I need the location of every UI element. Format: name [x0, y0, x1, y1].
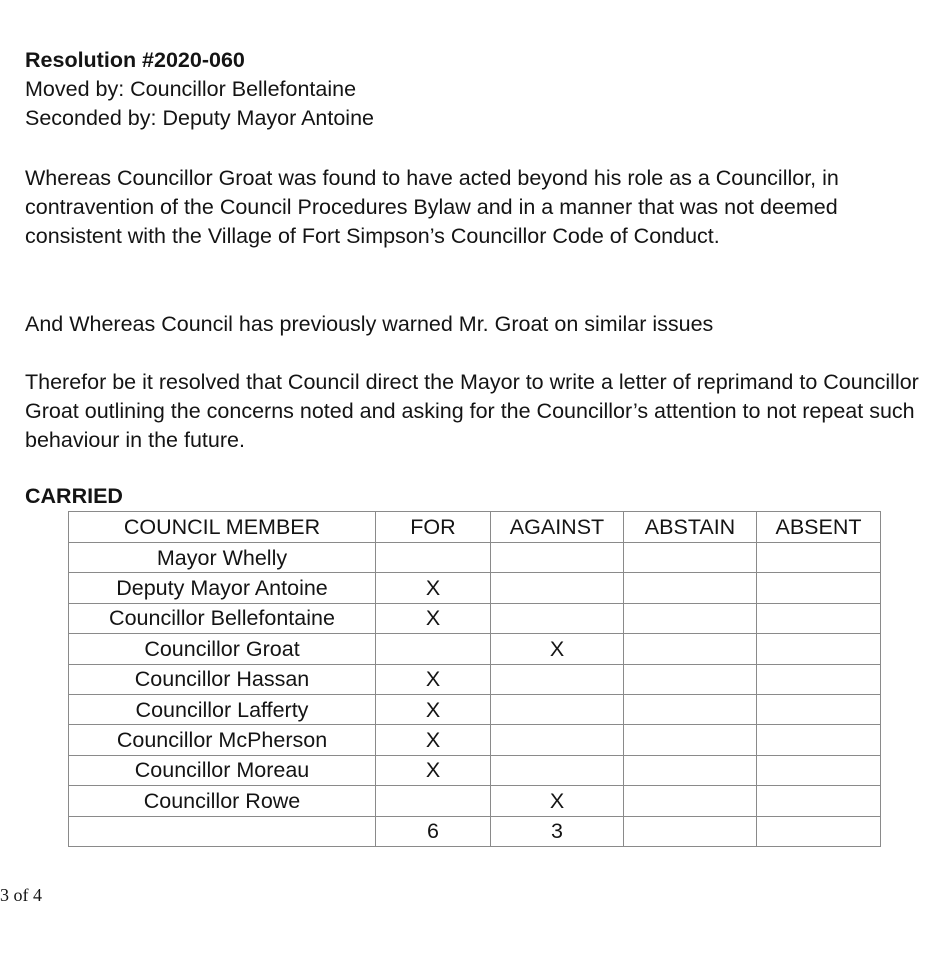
member-name: Councillor Moreau: [69, 755, 376, 785]
vote-against: [491, 603, 624, 633]
vote-for: X: [376, 573, 491, 603]
vote-absent: [757, 755, 881, 785]
member-name: Councillor Rowe: [69, 786, 376, 816]
vote-for: X: [376, 725, 491, 755]
seconded-by: Seconded by: Deputy Mayor Antoine: [25, 106, 374, 130]
vote-abstain: [624, 603, 757, 633]
vote-against: X: [491, 786, 624, 816]
vote-for: [376, 543, 491, 573]
resolved-paragraph: Therefor be it resolved that Council direct the Mayor to write a letter of reprimand to Councillor Groat outlining the concerns noted and asking for the Councillor’s attention to not repeat such behaviour in the future.: [25, 370, 919, 452]
total-for: 6: [376, 816, 491, 846]
vote-abstain: [624, 664, 757, 694]
member-name: Councillor Lafferty: [69, 694, 376, 724]
vote-abstain: [624, 573, 757, 603]
table-row: [69, 694, 881, 724]
header-council-member: COUNCIL MEMBER: [69, 512, 376, 543]
vote-absent: [757, 694, 881, 724]
vote-for: X: [376, 694, 491, 724]
total-abstain: [624, 816, 757, 846]
table-row: [69, 786, 881, 816]
vote-for: [376, 786, 491, 816]
vote-against: [491, 664, 624, 694]
header-against: AGAINST: [491, 512, 624, 543]
vote-for: X: [376, 603, 491, 633]
vote-against: [491, 543, 624, 573]
vote-table-header: [69, 512, 881, 543]
vote-abstain: [624, 634, 757, 664]
vote-absent: [757, 786, 881, 816]
member-name: Deputy Mayor Antoine: [69, 573, 376, 603]
and-whereas-paragraph: And Whereas Council has previously warned Mr. Groat on similar issues: [25, 312, 714, 336]
vote-against: [491, 755, 624, 785]
table-row: [69, 664, 881, 694]
total-absent: [757, 816, 881, 846]
vote-abstain: [624, 694, 757, 724]
page-number: 3 of 4: [0, 885, 42, 905]
header-absent: ABSENT: [757, 512, 881, 543]
vote-absent: [757, 664, 881, 694]
vote-abstain: [624, 543, 757, 573]
member-name: Councillor Groat: [69, 634, 376, 664]
vote-absent: [757, 543, 881, 573]
vote-against: [491, 725, 624, 755]
vote-against: [491, 694, 624, 724]
result-label: CARRIED: [25, 484, 123, 508]
whereas-paragraph: Whereas Councillor Groat was found to have acted beyond his role as a Councillor, in contravention of the Council Procedures Bylaw and in a manner that was not deemed consistent with the Village of Fort Simpson’s Councillor Code of Conduct.: [25, 166, 839, 248]
vote-abstain: [624, 755, 757, 785]
table-row: [69, 573, 881, 603]
header-abstain: ABSTAIN: [624, 512, 757, 543]
vote-absent: [757, 573, 881, 603]
resolution-number: Resolution #2020-060: [25, 48, 245, 72]
vote-abstain: [624, 786, 757, 816]
table-row: [69, 725, 881, 755]
table-row: [69, 543, 881, 573]
vote-absent: [757, 725, 881, 755]
table-row: [69, 603, 881, 633]
totals-label: [69, 816, 376, 846]
vote-table: [68, 511, 881, 847]
resolution-header: [25, 46, 374, 133]
vote-absent: [757, 603, 881, 633]
member-name: Councillor Hassan: [69, 664, 376, 694]
totals-row: [69, 816, 881, 846]
total-against: 3: [491, 816, 624, 846]
table-row: [69, 755, 881, 785]
member-name: Councillor Bellefontaine: [69, 603, 376, 633]
moved-by: Moved by: Councillor Bellefontaine: [25, 77, 357, 101]
header-for: FOR: [376, 512, 491, 543]
vote-against: X: [491, 634, 624, 664]
vote-for: X: [376, 664, 491, 694]
vote-abstain: [624, 725, 757, 755]
vote-for: X: [376, 755, 491, 785]
vote-absent: [757, 634, 881, 664]
member-name: Mayor Whelly: [69, 543, 376, 573]
member-name: Councillor McPherson: [69, 725, 376, 755]
vote-for: [376, 634, 491, 664]
table-row: [69, 634, 881, 664]
vote-against: [491, 573, 624, 603]
